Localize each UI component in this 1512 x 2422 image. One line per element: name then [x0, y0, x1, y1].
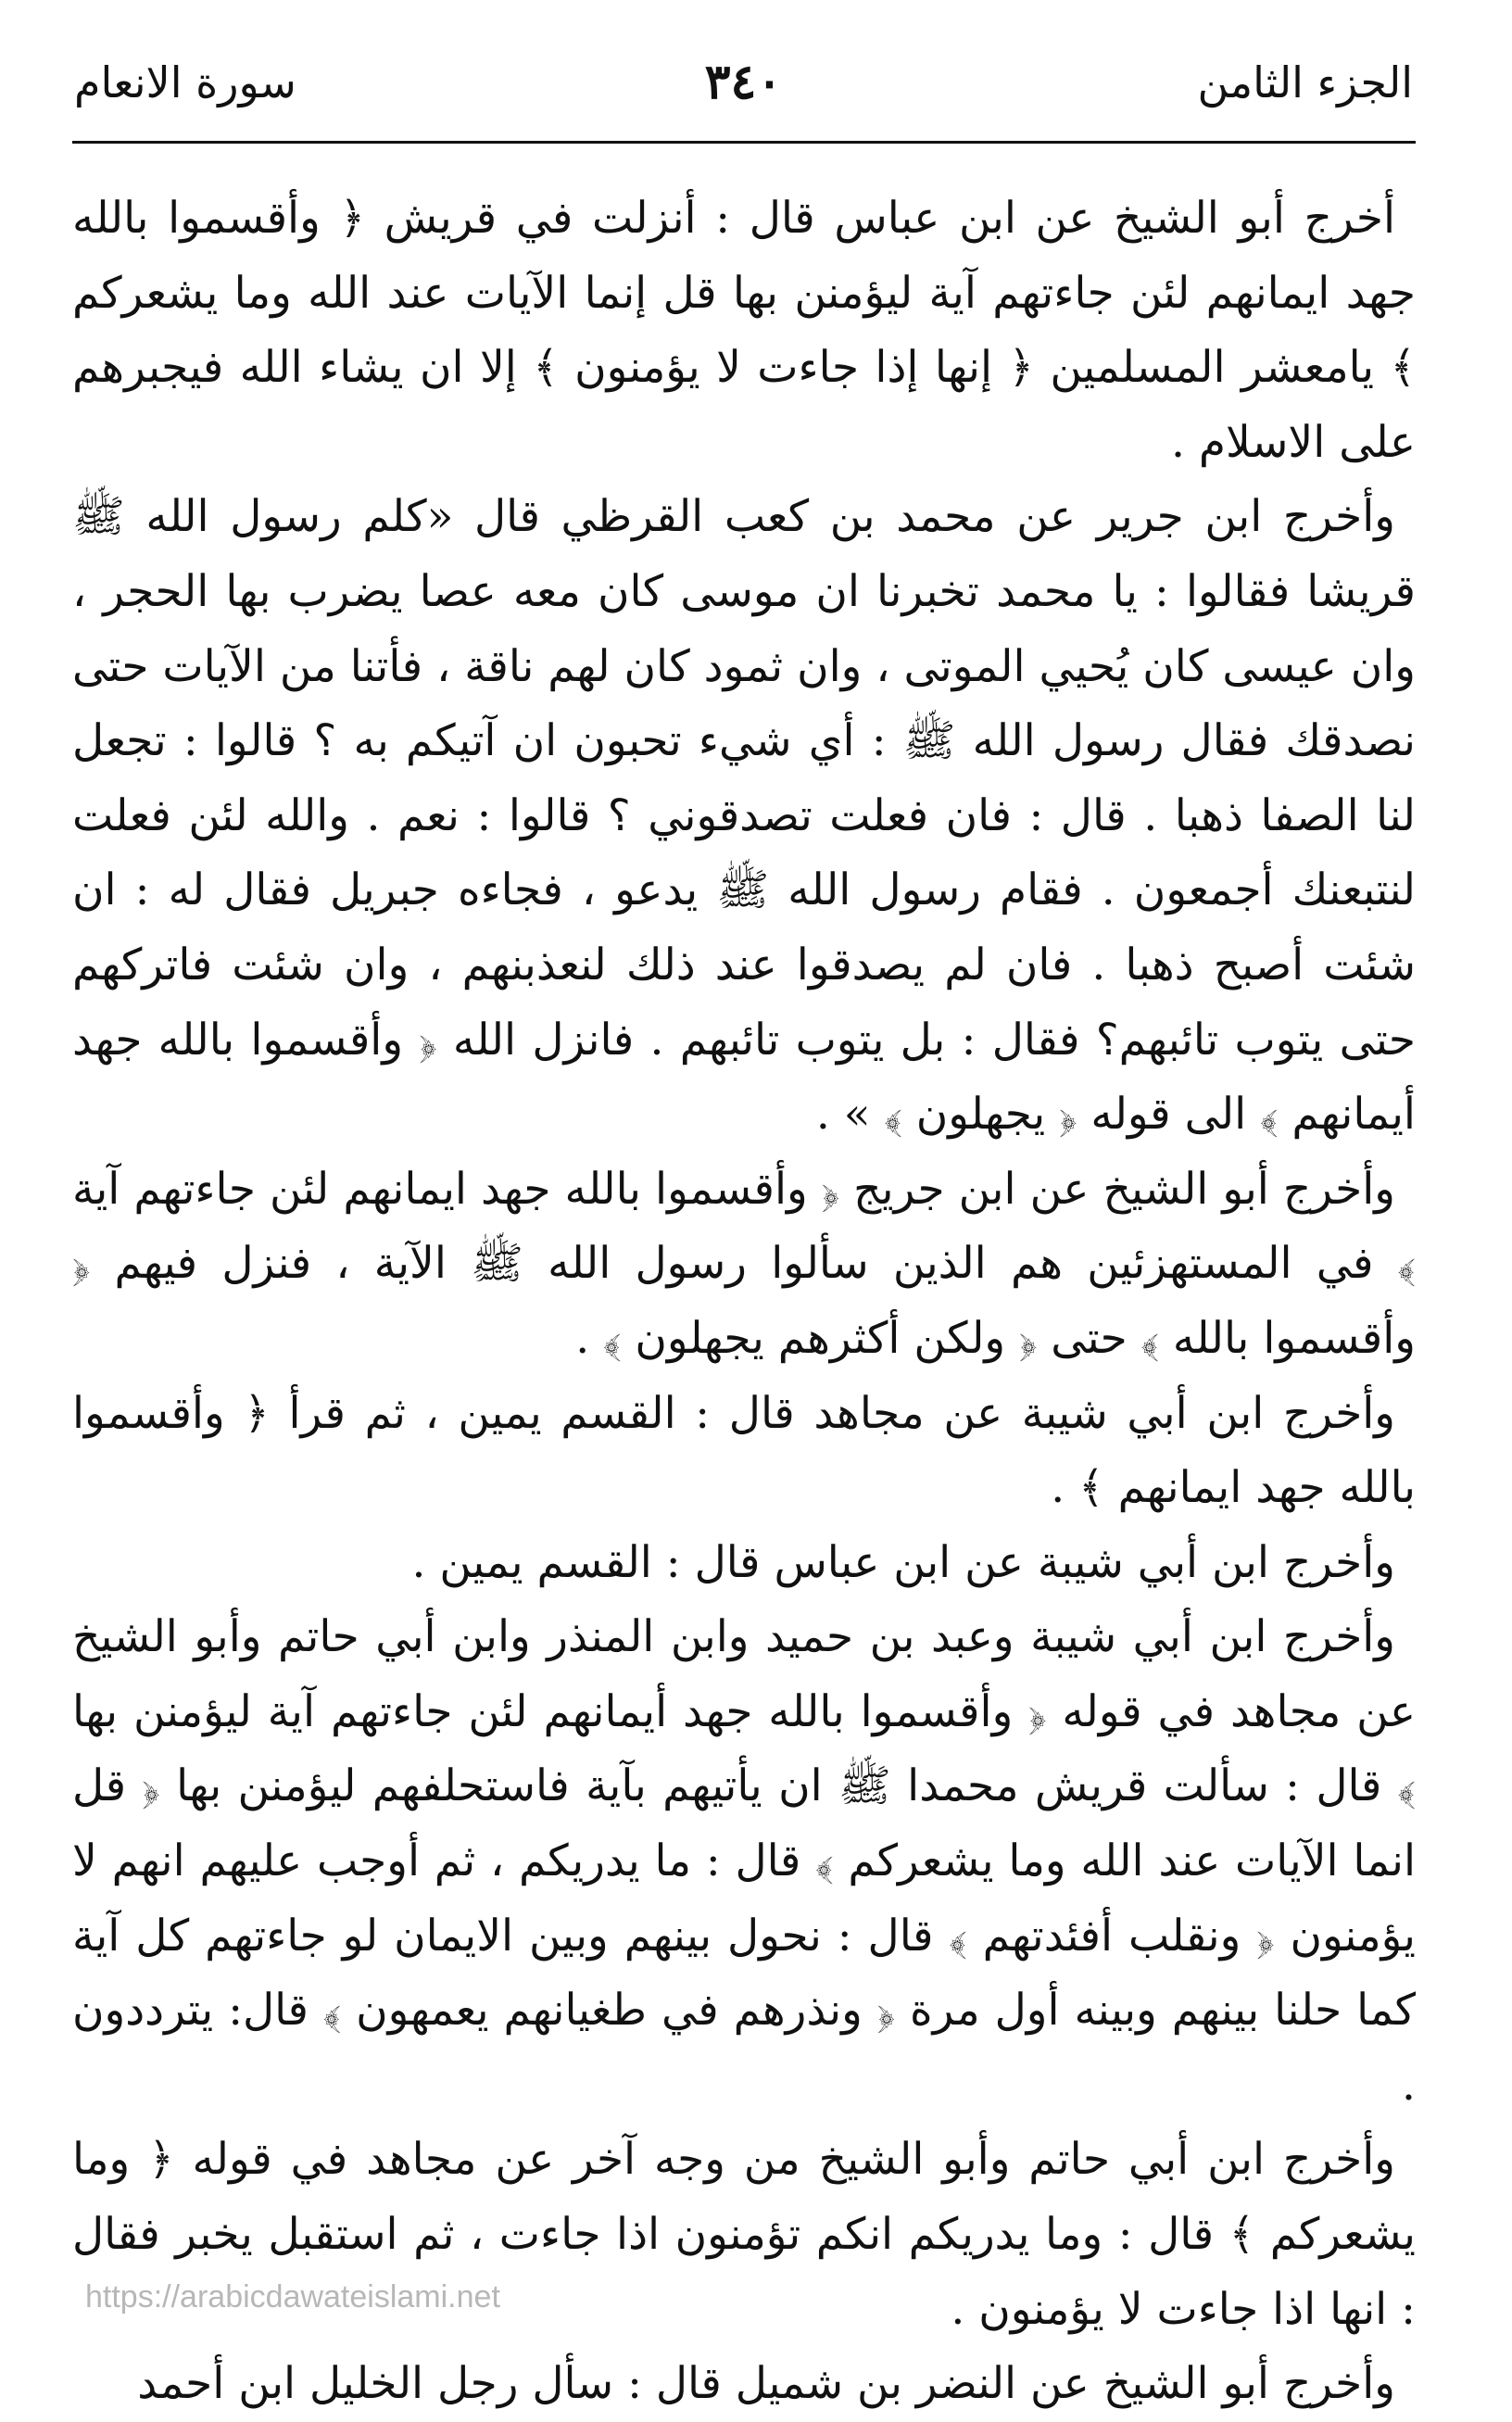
paragraph-7: وأخرج ابن أبي حاتم وأبو الشيخ من وجه آخر عن مجاهد في قوله ﴿ وما يشعركم ﴾ قال : وما يدريكم انكم تؤمنون اذا جاءت ، ثم استقبل يخبر فقال : انها اذا جاءت لا يؤمنون .: [72, 2134, 1416, 2335]
header-divider: [72, 141, 1416, 144]
paragraph-2: وأخرج ابن جرير عن محمد بن كعب القرظي قال «كلم رسول الله ﷺ قريشا فقالوا : يا محمد تخبرنا ان موسى كان معه عصا يضرب بها الحجر ، وان عيسى كان يُحيي الموتى ، وان ثمود كان لهم ناقة ، فأتنا من الآيات حتى نصدقك فقال رسول الله ﷺ : أي شيء تحبون ان آتيكم به ؟ قالوا : تجعل لنا الصفا ذهبا . قال : فان فعلت تصدقوني ؟ قالوا : نعم . والله لئن فعلت لنتبعنك أجمعون . فقام رسول الله ﷺ يدعو ، فجاءه جبريل فقال له : ان شئت أصبح ذهبا . فان لم يصدقوا عند ذلك لنعذبنهم ، وان شئت فاتركهم حتى يتوب تائبهم؟ فقال : بل يتوب تائبهم . فانزل الله ﴿ وأقسموا بالله جهد أيمانهم ﴾ الى قوله ﴿ يجهلون ﴾ » .: [72, 491, 1416, 1141]
paragraph-1: أخرج أبو الشيخ عن ابن عباس قال : أنزلت في قريش ﴿ وأقسموا بالله جهد ايمانهم لئن جاءتهم آية ليؤمنن بها قل إنما الآيات عند الله وما يشعركم ﴾ يامعشر المسلمين ﴿ إنها إذا جاءت لا يؤمنون ﴾ إلا ان يشاء الله فيجبرهم على الاسلام .: [72, 193, 1416, 468]
main-text: [72, 182, 1416, 2422]
watermark-url: https://arabicdawateislami.net: [85, 2279, 500, 2315]
paragraph-8: وأخرج أبو الشيخ عن النضر بن شميل قال : سأل رجل الخليل ابن أحمد: [137, 2358, 1395, 2410]
surah-title: سورة الانعام: [74, 57, 296, 107]
paragraph-3: وأخرج أبو الشيخ عن ابن جريج ﴿ وأقسموا بالله جهد ايمانهم لئن جاءتهم آية ﴾ في المستهزئين هم الذين سألوا رسول الله ﷺ الآية ، فنزل فيهم ﴿ وأقسموا بالله ﴾ حتى ﴿ ولكن أكثرهم يجهلون ﴾ .: [72, 1163, 1416, 1364]
page-number: ٣٤٠: [704, 54, 783, 110]
paragraph-5: وأخرج ابن أبي شيبة عن ابن عباس قال : القسم يمين .: [411, 1536, 1395, 1588]
paragraph-6: وأخرج ابن أبي شيبة وعبد بن حميد وابن المنذر وابن أبي حاتم وأبو الشيخ عن مجاهد في قوله ﴿ وأقسموا بالله جهد أيمانهم لئن جاءتهم آية ليؤمنن بها ﴾ قال : سألت قريش محمدا ﷺ ان يأتيهم بآية فاستحلفهم ليؤمنن بها ﴿ قل انما الآيات عند الله وما يشعركم ﴾ قال : ما يدريكم ، ثم أوجب عليهم انهم لا يؤمنون ﴿ ونقلب أفئدتهم ﴾ قال : نحول بينهم وبين الايمان لو جاءتهم كل آية كما حلنا بينهم وبينه أول مرة ﴿ ونذرهم في طغيانهم يعمهون ﴾ قال: يترددون .: [72, 1611, 1416, 2111]
page-header: [74, 48, 1413, 132]
volume-label: الجزء الثامن: [1197, 57, 1413, 107]
paragraph-4: وأخرج ابن أبي شيبة عن مجاهد قال : القسم يمين ، ثم قرأ ﴿ وأقسموا بالله جهد ايمانهم ﴾ .: [72, 1387, 1416, 1514]
